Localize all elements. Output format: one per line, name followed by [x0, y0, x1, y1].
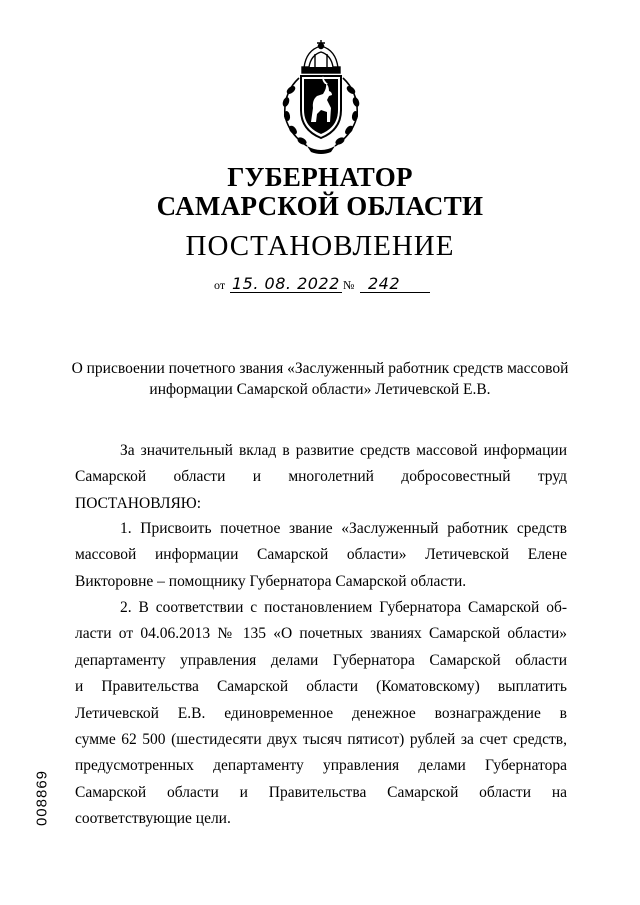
date-number-line: [210, 270, 450, 296]
body-line: ласти от 04.06.2013 № 135 «О почетных званиях Самарской области»: [75, 625, 567, 643]
resolution-keyword: ПОСТАНОВЛЯЮ:: [75, 494, 202, 512]
authority-title-line1: ГУБЕРНАТОР: [227, 162, 413, 192]
body-line: Самарской области и Правительства Самарской области на: [75, 783, 567, 801]
item-1-paragraph: [75, 516, 567, 595]
body-line: массовой информации Самарской области» Летичевской Елене: [75, 546, 567, 564]
preamble-paragraph: [75, 438, 567, 517]
number-label: №: [343, 278, 355, 292]
body-line: департаменту управления делами Губернатора Самарской области: [75, 651, 567, 669]
document-date: 15. 08. 2022: [232, 274, 340, 293]
coat-of-arms-emblem: [271, 38, 371, 156]
body-line: За значительный вклад в развитие средств массовой информации: [120, 442, 567, 459]
authority-title-line2: САМАРСКОЙ ОБЛАСТИ: [156, 191, 484, 221]
body-line: Летичевской Е.В. единовременное денежное вознаграждение в: [75, 704, 567, 722]
document-subject: [70, 358, 570, 400]
body-line: 2. В соответствии с постановлением Губернатора Самарской об-: [120, 599, 567, 616]
margin-serial-text: 008869: [33, 769, 51, 827]
document-number: 242: [368, 274, 401, 293]
margin-serial-number: [30, 768, 54, 828]
subject-line: О присвоении почетного звания «Заслуженный работник средств массовой: [71, 360, 569, 377]
date-prefix-label: от: [214, 278, 226, 292]
body-line: сумме 62 500 (шестидесяти двух тысяч пятисот) рублей за счет средств,: [75, 731, 567, 749]
body-line: Самарской области и многолетний добросовестный труд: [75, 468, 567, 486]
body-line: соответствующие цели.: [75, 810, 231, 828]
body-line: Викторовне – помощнику Губернатора Самарской области.: [75, 572, 467, 590]
body-line: и Правительства Самарской области (Коматовскому) выплатить: [75, 678, 567, 696]
document-type: ПОСТАНОВЛЕНИЕ: [185, 230, 455, 262]
body-line: предусмотренных департаменту управления делами Губернатора: [75, 757, 567, 775]
item-2-paragraph: [75, 595, 567, 833]
subject-line: информации Самарской области» Летичевской Е.В.: [149, 381, 491, 398]
body-line: 1. Присвоить почетное звание «Заслуженный работник средств: [120, 520, 567, 537]
